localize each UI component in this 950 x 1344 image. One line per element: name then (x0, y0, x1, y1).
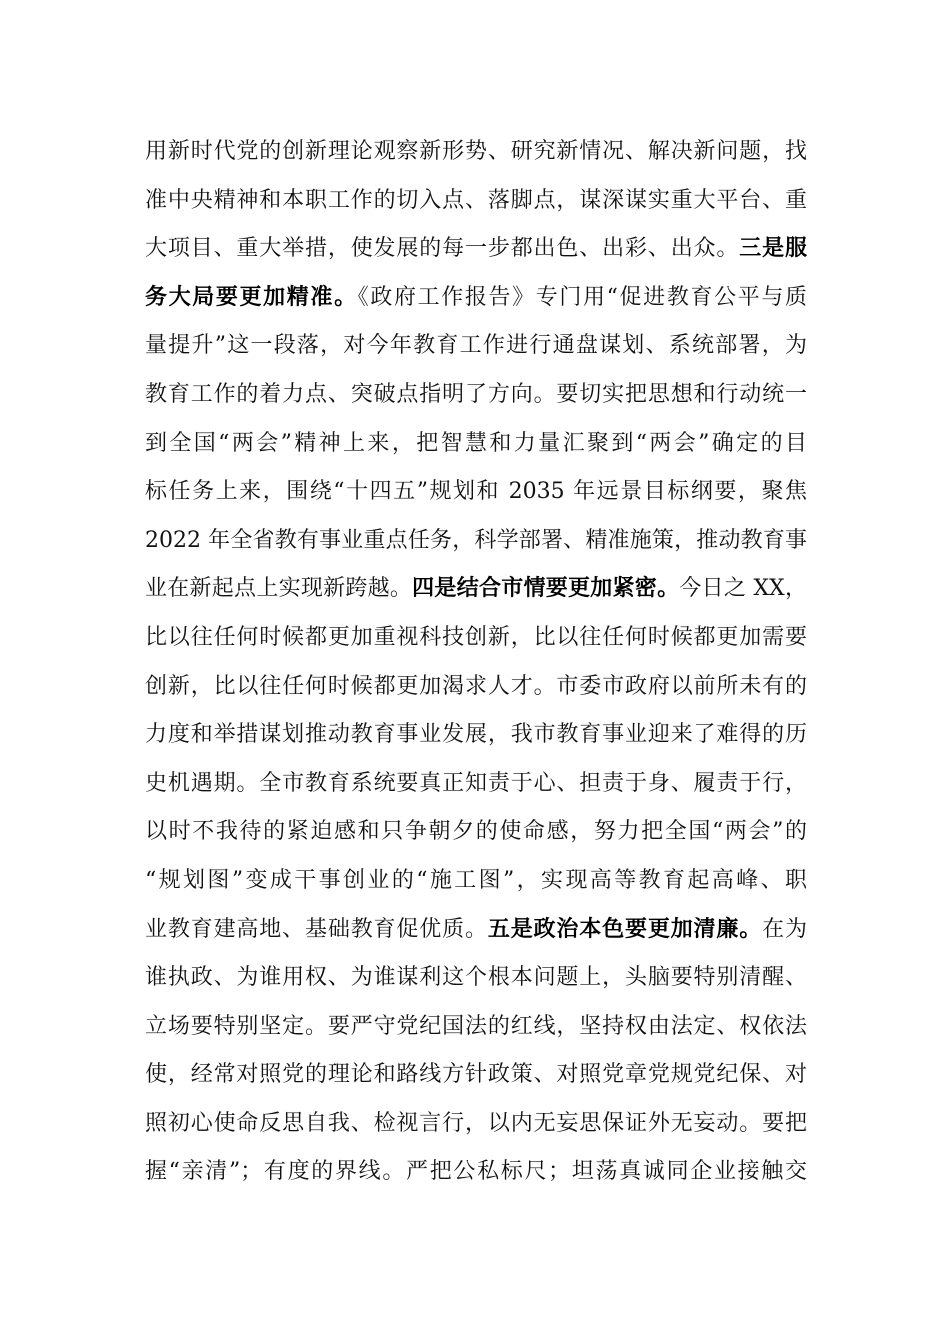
text-line (145, 371, 807, 420)
paragraph-text: 用新时代党的创新理论观察新形势、研究新情况、解决新问题，找 (145, 139, 807, 164)
text-line (145, 322, 807, 371)
paragraph-text: 立场要特别坚定。要严守党纪国法的红线，坚持权由法定、权依法 (145, 1013, 807, 1039)
bold-heading-text: 务大局要更加精准。 (145, 284, 358, 310)
text-line (145, 906, 807, 955)
paragraph-text: 使，经常对照党的理论和路线方针政策、对照党章党规党纪保、对 (145, 1062, 807, 1088)
paragraph-text: 握“亲清”；有度的界线。严把公私标尺；坦荡真诚同企业接触交 (145, 1159, 807, 1185)
paragraph-text: 谁执政、为谁用权、为谁谋利这个根本问题上，头脑要特别清醒、 (145, 965, 807, 991)
bold-heading-text: 四是结合市情要更加紧密。 (412, 576, 680, 602)
text-line (145, 711, 807, 760)
text-line (145, 1100, 807, 1149)
paragraph-text: 《政府工作报告》专门用“促进教育公平与质 (357, 284, 807, 310)
paragraph-text: 史机遇期。全市教育系统要真正知责于心、担责于身、履责于行， (145, 770, 807, 796)
text-line (145, 663, 807, 712)
text-line (145, 1003, 807, 1052)
text-line (145, 420, 807, 469)
text-line (145, 274, 807, 323)
paragraph-text: 标任务上来，围绕“十四五”规划和 2035 年远景目标纲要，聚焦 (145, 479, 807, 505)
paragraph-text: 今日之 XX， (679, 576, 807, 602)
paragraph-text: 准中央精神和本职工作的切入点、落脚点，谋深谋实重大平台、重 (145, 187, 807, 213)
paragraph-text: “规划图”变成干事创业的“施工图”，实现高等教育起高峰、职 (145, 867, 807, 893)
paragraph-text: 业在新起点上实现新跨越。 (145, 576, 413, 602)
text-line (145, 614, 807, 663)
paragraph-text: 大项目、重大举措，使发展的每一步都出色、出彩、出众。 (145, 236, 740, 262)
text-line (145, 857, 807, 906)
paragraph-text: 以时不我待的紧迫感和只争朝夕的使命感，努力把全国“两会”的 (145, 819, 807, 845)
text-line (145, 565, 807, 614)
bold-heading-text: 三是服 (739, 236, 807, 262)
text-line (145, 128, 807, 177)
paragraph-text: 创新，比以往任何时候都更加渴求人才。市委市政府以前所未有的 (145, 673, 807, 699)
paragraph-text: 到全国“两会”精神上来，把智慧和力量汇聚到“两会”确定的目 (145, 430, 807, 456)
text-line (145, 225, 807, 274)
text-line (145, 468, 807, 517)
bold-heading-text: 五是政治本色要更加清廉。 (487, 916, 763, 942)
text-line (145, 177, 807, 226)
text-line (145, 954, 807, 1003)
text-line (145, 760, 807, 809)
text-line (145, 1148, 807, 1197)
paragraph-text: 力度和举措谋划推动教育事业发展，我市教育事业迎来了难得的历 (145, 722, 807, 748)
body-text (145, 128, 807, 1197)
paragraph-text: 业教育建高地、基础教育促优质。 (145, 916, 488, 942)
paragraph-text: 比以往任何时候都更加重视科技创新，比以往任何时候都更加需要 (145, 624, 807, 650)
paragraph-text: 照初心使命反思自我、检视言行，以内无妄思保证外无妄动。要把 (145, 1110, 807, 1136)
text-line (145, 517, 807, 566)
text-line (145, 808, 807, 857)
paragraph-text: 量提升”这一段落，对今年教育工作进行通盘谋划、系统部署，为 (145, 333, 807, 359)
paragraph-text: 在为 (762, 916, 807, 942)
paragraph-text: 2022 年全省教有事业重点任务，科学部署、精准施策，推动教育事 (145, 527, 807, 553)
paragraph-text: 教育工作的着力点、突破点指明了方向。要切实把思想和行动统一 (145, 381, 807, 407)
text-line (145, 1051, 807, 1100)
